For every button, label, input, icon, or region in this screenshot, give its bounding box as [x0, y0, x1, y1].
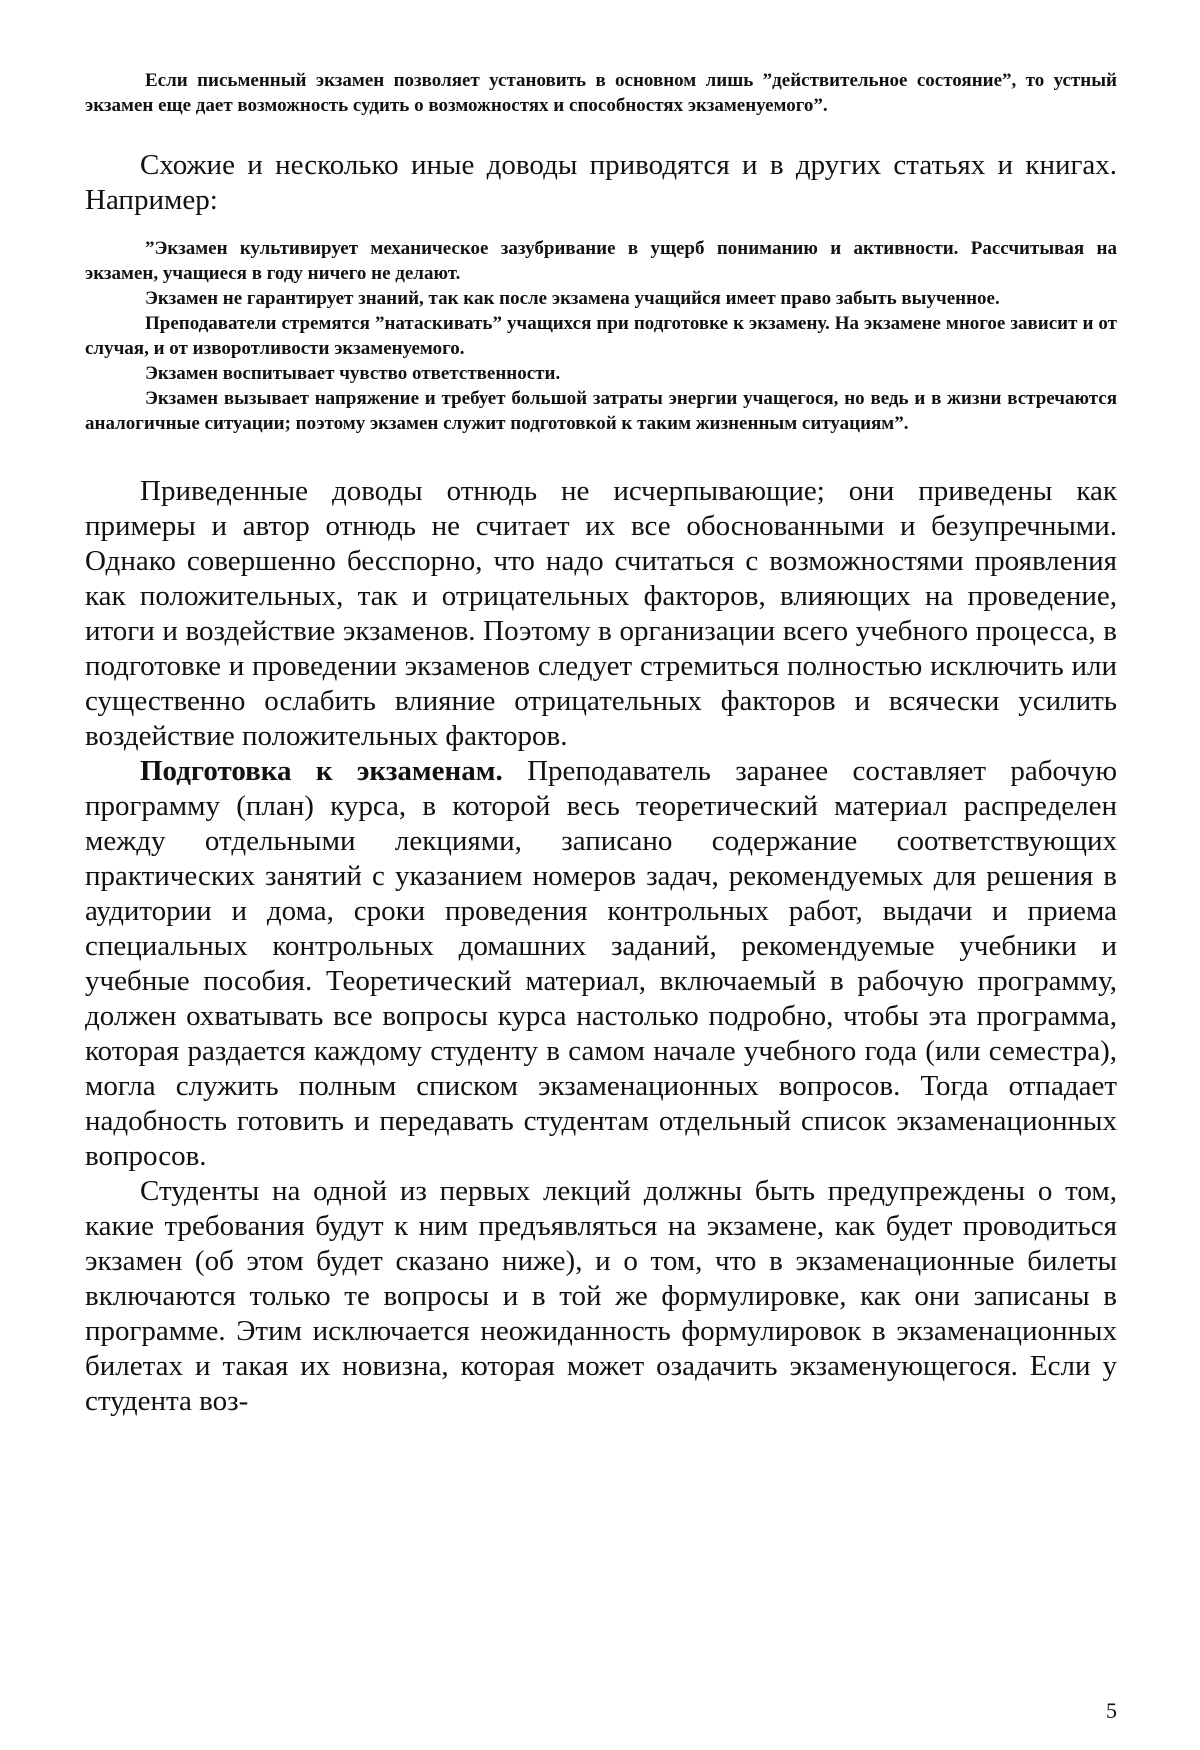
document-page — [85, 68, 1117, 1419]
quote-list — [85, 236, 1117, 436]
paragraph-3-text: Преподаватель заранее составляет рабочую программу (план) курса, в которой весь теоретический материал распределен между отдельными лекциями, записано содержание соответствующих практических занятий с указанием номеров задач, рекомендуемых для решения в аудитории и дома, сроки проведения контрольных работ, выдачи и приема специальных контрольных домашних заданий, рекомендуемые учебники и учебные пособия. Теоретический материал, включаемый в рабочую программу, должен охватывать все вопросы курса настолько подробно, чтобы эта программа, которая раздается каждому студенту в самом начале учебного года (или семестра), могла служить полным списком экзаменационных вопросов. Тогда отпадает надобность готовить и передавать студентам отдельный список экзаменационных вопросов. — [85, 755, 1117, 1172]
quote-item: Экзамен вызывает напряжение и требует большой затраты энергии учащегося, но ведь и в жизни встречаются аналогичные ситуации; поэтому экзамен служит подготовкой к таким жизненным ситуациям”. — [85, 388, 1117, 434]
quote-item: Экзамен не гарантирует знаний, так как после экзамена учащийся имеет право забыть выученное. — [145, 288, 1000, 309]
quote-item: Преподаватели стремятся ”натаскивать” учащихся при подготовке к экзамену. На экзамене многое зависит и от случая, и от изворотливости экзаменуемого. — [85, 313, 1117, 359]
paragraph-3 — [85, 754, 1117, 1174]
main-body — [85, 474, 1117, 1419]
quote-intro — [85, 68, 1117, 118]
quote-item: Экзамен воспитывает чувство ответственности. — [145, 363, 561, 384]
quote-intro-text: Если письменный экзамен позволяет установить в основном лишь ”действительное состояние”, то устный экзамен еще дает возможность судить о возможностях и способностях экзаменуемого”. — [85, 70, 1117, 116]
paragraph-1 — [85, 148, 1117, 218]
paragraph-1-text: Схожие и несколько иные доводы приводятся и в других статьях и книгах. Например: — [85, 149, 1117, 216]
page-number: 5 — [1106, 1698, 1117, 1723]
paragraph-4-text: Студенты на одной из первых лекций должны быть предупреждены о том, какие требования будут к ним предъявляться на экзамене, как будет проводиться экзамен (об этом будет сказано ниже), и о том, что в экзаменационные билеты включаются только те вопросы и в той же формулировке, как они записаны в программе. Этим исключается неожиданность формулировок в экзаменационных билетах и такая их новизна, которая может озадачить экзаменующегося. Если у студента воз- — [85, 1175, 1117, 1417]
paragraph-2-text: Приведенные доводы отнюдь не исчерпывающие; они приведены как примеры и автор отнюдь не считает их все обоснованными и безупречными. Однако совершенно бесспорно, что надо считаться с возможностями проявления как положительных, так и отрицательных факторов, влияющих на проведение, итоги и воздействие экзаменов. Поэтому в организации всего учебного процесса, в подготовке и проведении экзаменов следует стремиться полностью исключить или существенно ослабить влияние отрицательных факторов и всячески усилить воздействие положительных факторов. — [85, 475, 1117, 752]
section-heading: Подготовка к экзаменам. — [140, 755, 503, 787]
quote-item: ”Экзамен культивирует механическое зазубривание в ущерб пониманию и активности. Рассчитывая на экзамен, учащиеся в году ничего не делают. — [85, 238, 1117, 284]
